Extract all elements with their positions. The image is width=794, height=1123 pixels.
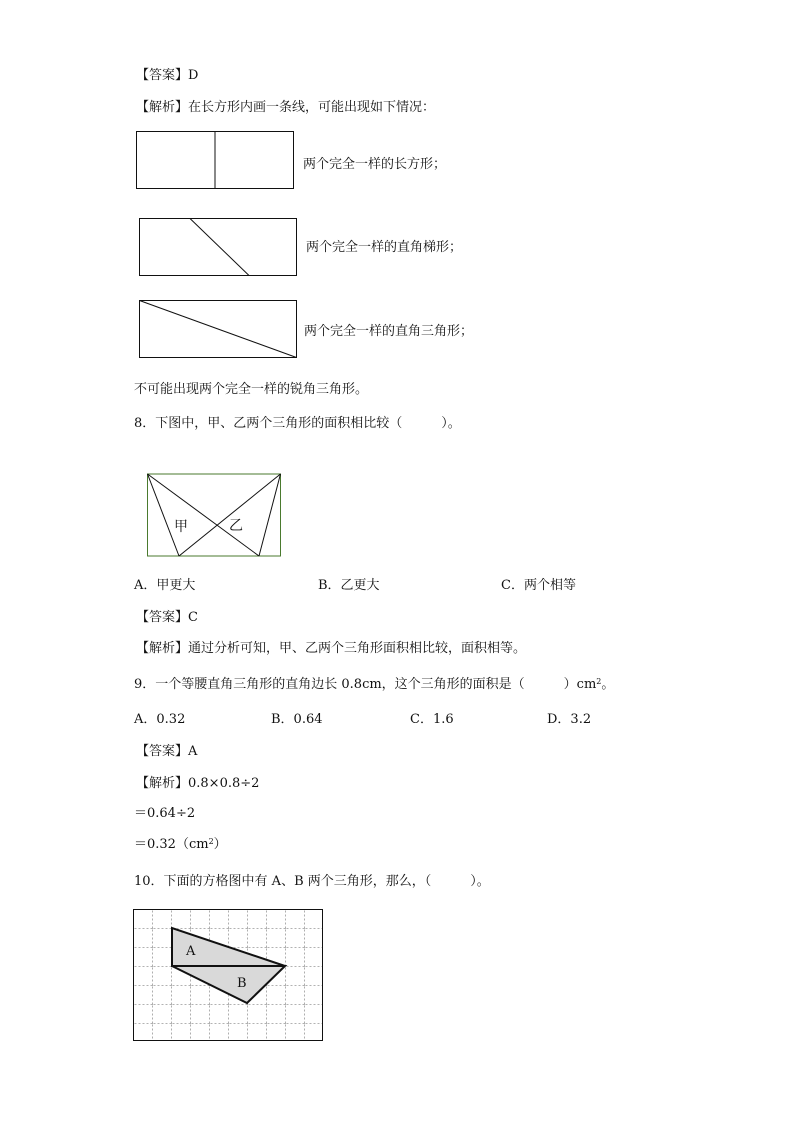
q8-option-a: A．甲更大 xyxy=(134,578,196,593)
q9-option-a: A．0.32 xyxy=(134,712,186,727)
q8-analysis: 【解析】通过分析可知，甲、乙两个三角形面积相比较，面积相等。 xyxy=(136,641,527,656)
q9-step3 xyxy=(134,837,227,853)
q10-question: 10．下面的方格图中有 A、B 两个三角形，那么，（ ）。 xyxy=(134,874,490,889)
q9-question-text: 9．一个等腰直角三角形的直角边长 0.8cm，这个三角形的面积是（ ）cm xyxy=(134,677,597,692)
q7-analysis: 【解析】在长方形内画一条线，可能出现如下情况： xyxy=(136,100,436,115)
q8-triangles-diagram xyxy=(144,470,284,560)
q9-step2: ＝0.64÷2 xyxy=(134,806,196,821)
rectangle-split-two-trapezoids xyxy=(138,217,298,277)
q8-answer: 【答案】C xyxy=(136,610,198,625)
q8-question: 8．下图中，甲、乙两个三角形的面积相比较（ ）。 xyxy=(134,416,461,431)
q8-label-jia: 甲 xyxy=(174,519,188,535)
q10-label-b: B xyxy=(237,976,247,991)
q10-label-a: A xyxy=(186,944,196,959)
q9-option-d: D．3.2 xyxy=(547,712,592,727)
q9-option-b: B．0.64 xyxy=(271,712,323,727)
rectangle-split-two-rectangles xyxy=(135,130,295,190)
q9-step3-text: ＝0.32（cm xyxy=(134,837,209,852)
q8-option-b: B．乙更大 xyxy=(318,578,380,593)
q8-figure xyxy=(144,470,284,560)
q7-conclusion: 不可能出现两个完全一样的锐角三角形。 xyxy=(134,382,369,397)
q9-question xyxy=(134,677,614,693)
q7-answer: 【答案】D xyxy=(136,68,199,83)
q8-option-c: C．两个相等 xyxy=(501,578,576,593)
q9-answer: 【答案】A xyxy=(136,744,198,759)
q9-step3-end: ） xyxy=(213,837,227,852)
q7-case2-label: 两个完全一样的直角梯形； xyxy=(306,240,463,255)
q9-option-c: C．1.6 xyxy=(410,712,454,727)
q9-step1: 【解析】0.8×0.8÷2 xyxy=(136,776,260,791)
q9-question-end: 。 xyxy=(601,677,615,692)
q10-grid-figure xyxy=(133,907,324,1042)
q8-label-yi: 乙 xyxy=(229,518,243,534)
q7-case3-label: 两个完全一样的直角三角形； xyxy=(304,324,474,339)
rectangle-split-two-triangles xyxy=(138,299,298,359)
q9-question-superscript: 2 xyxy=(596,677,602,686)
q9-step3-superscript: 2 xyxy=(208,837,214,846)
q10-grid-diagram xyxy=(133,907,324,1042)
q7-case1-label: 两个完全一样的长方形； xyxy=(303,157,447,172)
